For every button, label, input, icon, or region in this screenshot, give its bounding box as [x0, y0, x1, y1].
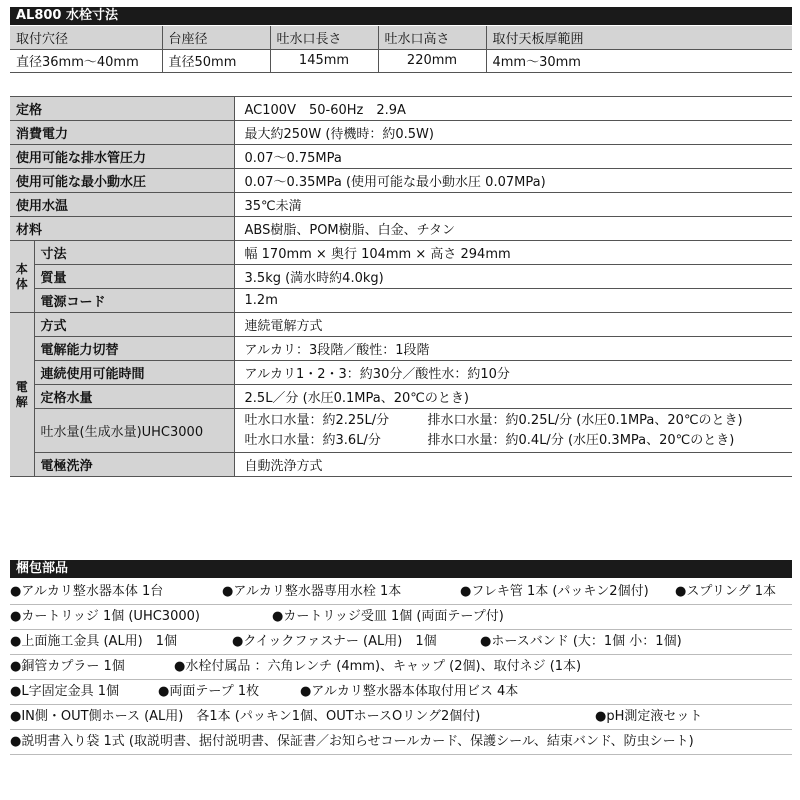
spec-label: 使用可能な排水管圧力: [10, 145, 234, 169]
spec-label: 使用水温: [10, 193, 234, 217]
dims-value-row: [10, 49, 792, 72]
package-line: [10, 630, 792, 655]
package-item: ●アルカリ整水器本体 1台: [10, 584, 164, 599]
spec-label: 方式: [34, 313, 234, 337]
package-item: ●アルカリ整水器専用水栓 1本: [222, 584, 402, 599]
spec-row: [10, 385, 792, 409]
spec-value: AC100V 50-60Hz 2.9A: [234, 97, 792, 121]
spec-row: [10, 453, 792, 477]
flow-line2-outlet: 吐水口水量：約3.6L/分: [244, 433, 381, 448]
spec-value: 幅 170mm × 奥行 104mm × 高さ 294mm: [234, 241, 792, 265]
spec-label: 材料: [10, 217, 234, 241]
spec-row: [10, 289, 792, 313]
package-item: ●説明書入り袋 1式 (取説明書、据付説明書、保証書／お知らせコールカード、保護シール、結束バンド、防虫シート): [10, 734, 694, 749]
package-item: ●水栓付属品 ：六角レンチ (4mm)、キャップ (2個)、取付ネジ (1本): [174, 659, 582, 674]
spec-value: 2.5L／分 (水圧0.1MPa、20℃のとき): [234, 385, 792, 409]
package-item: ●銅管カプラー 1個: [10, 659, 125, 674]
spec-row: [10, 97, 792, 121]
spec-label: 吐水量(生成水量)UHC3000: [34, 409, 234, 453]
package-line: [10, 705, 792, 730]
spec-label: 使用可能な最小動水圧: [10, 169, 234, 193]
package-item: ●クイックファスナー (AL用) 1個: [232, 634, 437, 649]
dims-value-cell: 4mm～30mm: [486, 49, 792, 72]
dims-value-cell: 直径36mm～40mm: [10, 49, 162, 72]
dims-header-cell: 台座径: [162, 26, 270, 49]
package-item: ●L字固定金具 1個: [10, 684, 119, 699]
package-item: ●pH測定液セット: [595, 709, 703, 724]
package-item: ●カートリッジ 1個 (UHC3000): [10, 609, 200, 624]
dims-value-cell: 145mm: [270, 49, 378, 72]
package-item: ●カートリッジ受皿 1個 (両面テープ付): [272, 609, 504, 624]
spec-value: 自動洗浄方式: [234, 453, 792, 477]
flow-line2-drain: 排水口水量：約0.4L/分 (水圧0.3MPa、20℃のとき): [427, 433, 735, 448]
spec-label: 寸法: [34, 241, 234, 265]
spec-label: 質量: [34, 265, 234, 289]
dims-table: [10, 26, 792, 73]
dims-value-cell: 直径50mm: [162, 49, 270, 72]
flow-line1-drain: 排水口水量：約0.25L/分 (水圧0.1MPa、20℃のとき): [427, 413, 743, 428]
package-line: [10, 680, 792, 705]
spec-value: 連続電解方式: [234, 313, 792, 337]
spec-value: 1.2m: [234, 289, 792, 313]
spec-row: [10, 361, 792, 385]
package-line: [10, 605, 792, 630]
spec-label: 連続使用可能時間: [34, 361, 234, 385]
package-title: 梱包部品: [10, 560, 792, 578]
spec-row: [10, 217, 792, 241]
spec-value: 0.07～0.35MPa (使用可能な最小動水圧 0.07MPa): [234, 169, 792, 193]
package-item: ●アルカリ整水器本体取付用ビス 4本: [300, 684, 519, 699]
package-item: ●両面テープ 1枚: [158, 684, 260, 699]
package-line: [10, 730, 792, 755]
package-line: [10, 655, 792, 680]
spec-value: アルカリ：3段階／酸性：1段階: [234, 337, 792, 361]
package-item: ●フレキ管 1本 (パッキン2個付): [460, 584, 649, 599]
spec-row-flow: [10, 409, 792, 453]
spec-table: [10, 96, 792, 477]
flow-line1-outlet: 吐水口水量：約2.25L/分: [244, 413, 390, 428]
spec-label: 電極洗浄: [34, 453, 234, 477]
package-line: [10, 580, 792, 605]
spec-value: ABS樹脂、POM樹脂、白金、チタン: [234, 217, 792, 241]
spec-row: [10, 145, 792, 169]
package-item: ●スプリング 1本: [675, 584, 776, 599]
spec-row: [10, 121, 792, 145]
dims-header-cell: 取付穴径: [10, 26, 162, 49]
spec-value: 0.07～0.75MPa: [234, 145, 792, 169]
spec-row: [10, 169, 792, 193]
spec-row: [10, 241, 792, 265]
spec-label: 定格: [10, 97, 234, 121]
package-item: ●IN側・OUT側ホース (AL用) 各1本 (パッキン1個、OUTホースOリング2個付): [10, 709, 481, 724]
spec-label: 消費電力: [10, 121, 234, 145]
dims-title: AL800 水栓寸法: [10, 7, 792, 25]
package-item: ●上面施工金具 (AL用) 1個: [10, 634, 178, 649]
dims-header-row: [10, 26, 792, 49]
spec-value: 3.5kg (満水時約4.0kg): [234, 265, 792, 289]
spec-label: 定格水量: [34, 385, 234, 409]
dims-header-cell: 取付天板厚範囲: [486, 26, 792, 49]
spec-value: 35℃未満: [234, 193, 792, 217]
dims-header-cell: 吐水口高さ: [378, 26, 486, 49]
spec-value: 最大約250W (待機時：約0.5W): [234, 121, 792, 145]
spec-label: 電源コード: [34, 289, 234, 313]
package-item: ●ホースバンド (大：1個 小：1個): [480, 634, 682, 649]
group-label-body: 本体: [10, 241, 34, 313]
spec-label: 電解能力切替: [34, 337, 234, 361]
group-label-electrolysis: 電解: [10, 313, 34, 477]
dims-header-cell: 吐水口長さ: [270, 26, 378, 49]
spec-row: [10, 313, 792, 337]
dims-value-cell: 220mm: [378, 49, 486, 72]
spec-value: アルカリ1・2・3：約30分／酸性水：約10分: [234, 361, 792, 385]
flow-values: [234, 409, 792, 453]
spec-row: [10, 193, 792, 217]
spec-row: [10, 337, 792, 361]
spec-row: [10, 265, 792, 289]
